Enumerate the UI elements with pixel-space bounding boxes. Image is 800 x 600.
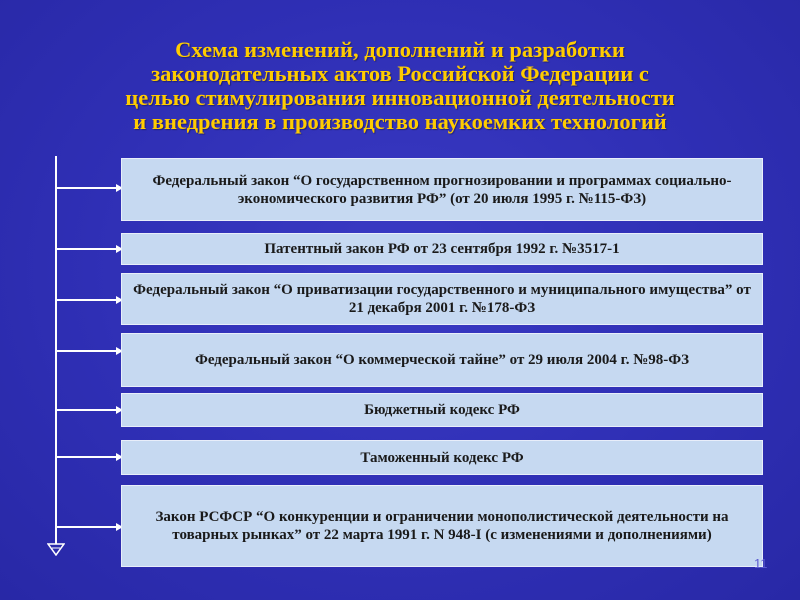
law-box-forecasting [121,158,763,221]
law-box-customs-code [121,440,763,475]
law-text: Федеральный закон “О коммерческой тайне” от 29 июля 2004 г. №98-ФЗ [194,352,690,368]
law-text: Патентный закон РФ от 23 сентября 1992 г. №3517-1 [264,241,620,257]
flow-branch-line [55,248,122,250]
flow-branch-line [55,409,122,411]
law-box-trade-secret [121,333,763,387]
page-number: 11 [754,556,768,571]
flow-branch-line [55,526,122,528]
title-line: и внедрения в производство наукоемких технологий [133,109,667,134]
law-box-budget-code [121,393,763,427]
law-box-patent [121,233,763,265]
title-line: Схема изменений, дополнений и разработки [175,37,625,62]
flow-branch-line [55,456,122,458]
law-box-privatization [121,273,763,325]
flow-branch-line [55,299,122,301]
flow-branch-line [55,350,122,352]
law-text: Бюджетный кодекс РФ [364,402,520,418]
law-box-competition [121,485,763,567]
law-text: Закон РСФСР “О конкуренции и ограничении монополистической деятельности на товарных рынках” от 22 марта 1991 г. N 948-I (с изменениями и дополнениями) [155,509,729,543]
slide-title [40,38,760,134]
law-text: Федеральный закон “О государственном прогнозировании и программах социально-экономического развития РФ” (от 20 июля 1995 г. №115-ФЗ) [152,172,732,207]
law-text: Федеральный закон “О приватизации государственного и муниципального имущества” от 21 декабря 2001 г. №178-ФЗ [133,282,751,316]
triangle-down-icon [47,542,65,556]
title-line: целью стимулирования инновационной деятельности [125,85,675,110]
title-line: законодательных актов Российской Федерации с [151,61,649,86]
law-text: Таможенный кодекс РФ [360,449,524,466]
flow-branch-line [55,187,122,189]
